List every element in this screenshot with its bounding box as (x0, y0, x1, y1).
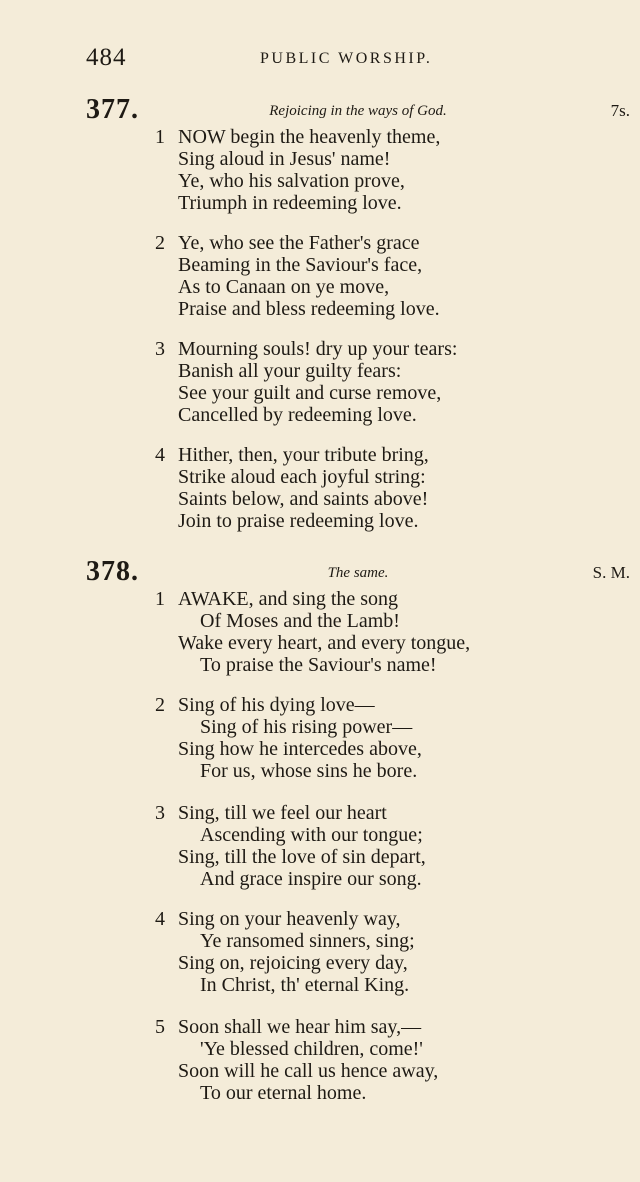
verse-number: 1 (155, 126, 165, 148)
hymn-title: Rejoicing in the ways of God. (269, 103, 447, 119)
verse-line: Banish all your guilty fears: (178, 360, 402, 382)
verse-line: See your guilt and curse remove, (178, 382, 442, 404)
verse-line: Of Moses and the Lamb! (200, 610, 400, 632)
verse-number: 4 (155, 444, 165, 466)
verse-line: Sing on, rejoicing every day, (178, 952, 408, 974)
verse-line: Wake every heart, and every tongue, (178, 632, 471, 654)
verse-line: Soon will he call us hence away, (178, 1060, 439, 1082)
hymn-number: 377. (86, 94, 139, 125)
verse-number: 3 (155, 338, 165, 360)
verse-line: Sing on your heavenly way, (178, 908, 401, 930)
verse-line: Ye, who see the Father's grace (178, 232, 420, 254)
verse-number: 2 (155, 232, 165, 254)
verse-line: Hither, then, your tribute bring, (178, 444, 429, 466)
verse-line: Sing of his rising power— (200, 716, 413, 738)
page-header (86, 44, 458, 80)
verse-line: For us, whose sins he bore. (200, 760, 418, 782)
verse-line: Triumph in redeeming love. (178, 192, 402, 214)
verse-line: Ye ransomed sinners, sing; (200, 930, 415, 952)
verse-number: 5 (155, 1016, 165, 1038)
verse-number: 2 (155, 694, 165, 716)
verse-line: Strike aloud each joyful string: (178, 466, 426, 488)
verse-line: In Christ, th' eternal King. (200, 974, 410, 996)
verse-line: Sing, till we feel our heart (178, 802, 387, 824)
verse-line: Sing how he intercedes above, (178, 738, 422, 760)
verse-line: As to Canaan on ye move, (178, 276, 390, 298)
verse-line: Cancelled by redeeming love. (178, 404, 417, 426)
verse-line: Beaming in the Saviour's face, (178, 254, 423, 276)
verse-line: Saints below, and saints above! (178, 488, 429, 510)
verse-number: 4 (155, 908, 165, 930)
hymn-377-heading (86, 94, 630, 128)
verse-line: Soon shall we hear him say,— (178, 1016, 422, 1038)
verse-line: Praise and bless redeeming love. (178, 298, 440, 320)
verse-line: And grace inspire our song. (200, 868, 422, 890)
running-title: PUBLIC WORSHIP. (260, 50, 433, 67)
verse-line: Sing, till the love of sin depart, (178, 846, 426, 868)
verse-line: Ascending with our tongue; (200, 824, 423, 846)
verse-number: 1 (155, 588, 165, 610)
hymn-378-heading (86, 556, 630, 590)
verse-line: AWAKE, and sing the song (178, 588, 399, 610)
verse-line: 'Ye blessed children, come!' (200, 1038, 423, 1060)
hymn-number: 378. (86, 556, 139, 587)
verse-line: To praise the Saviour's name! (200, 654, 437, 676)
verse-line: Join to praise redeeming love. (178, 510, 419, 532)
verse-line: Ye, who his salvation prove, (178, 170, 405, 192)
verse-line: Sing aloud in Jesus' name! (178, 148, 391, 170)
hymn-meter: S. M. (592, 563, 630, 582)
page-number: 484 (86, 44, 127, 71)
verse-line: NOW begin the heavenly theme, (178, 126, 441, 148)
verse-line: Mourning souls! dry up your tears: (178, 338, 458, 360)
hymn-meter: 7s. (610, 101, 630, 120)
verse-line: Sing of his dying love— (178, 694, 375, 716)
verse-number: 3 (155, 802, 165, 824)
verse-line: To our eternal home. (200, 1082, 367, 1104)
hymn-title: The same. (327, 565, 389, 581)
